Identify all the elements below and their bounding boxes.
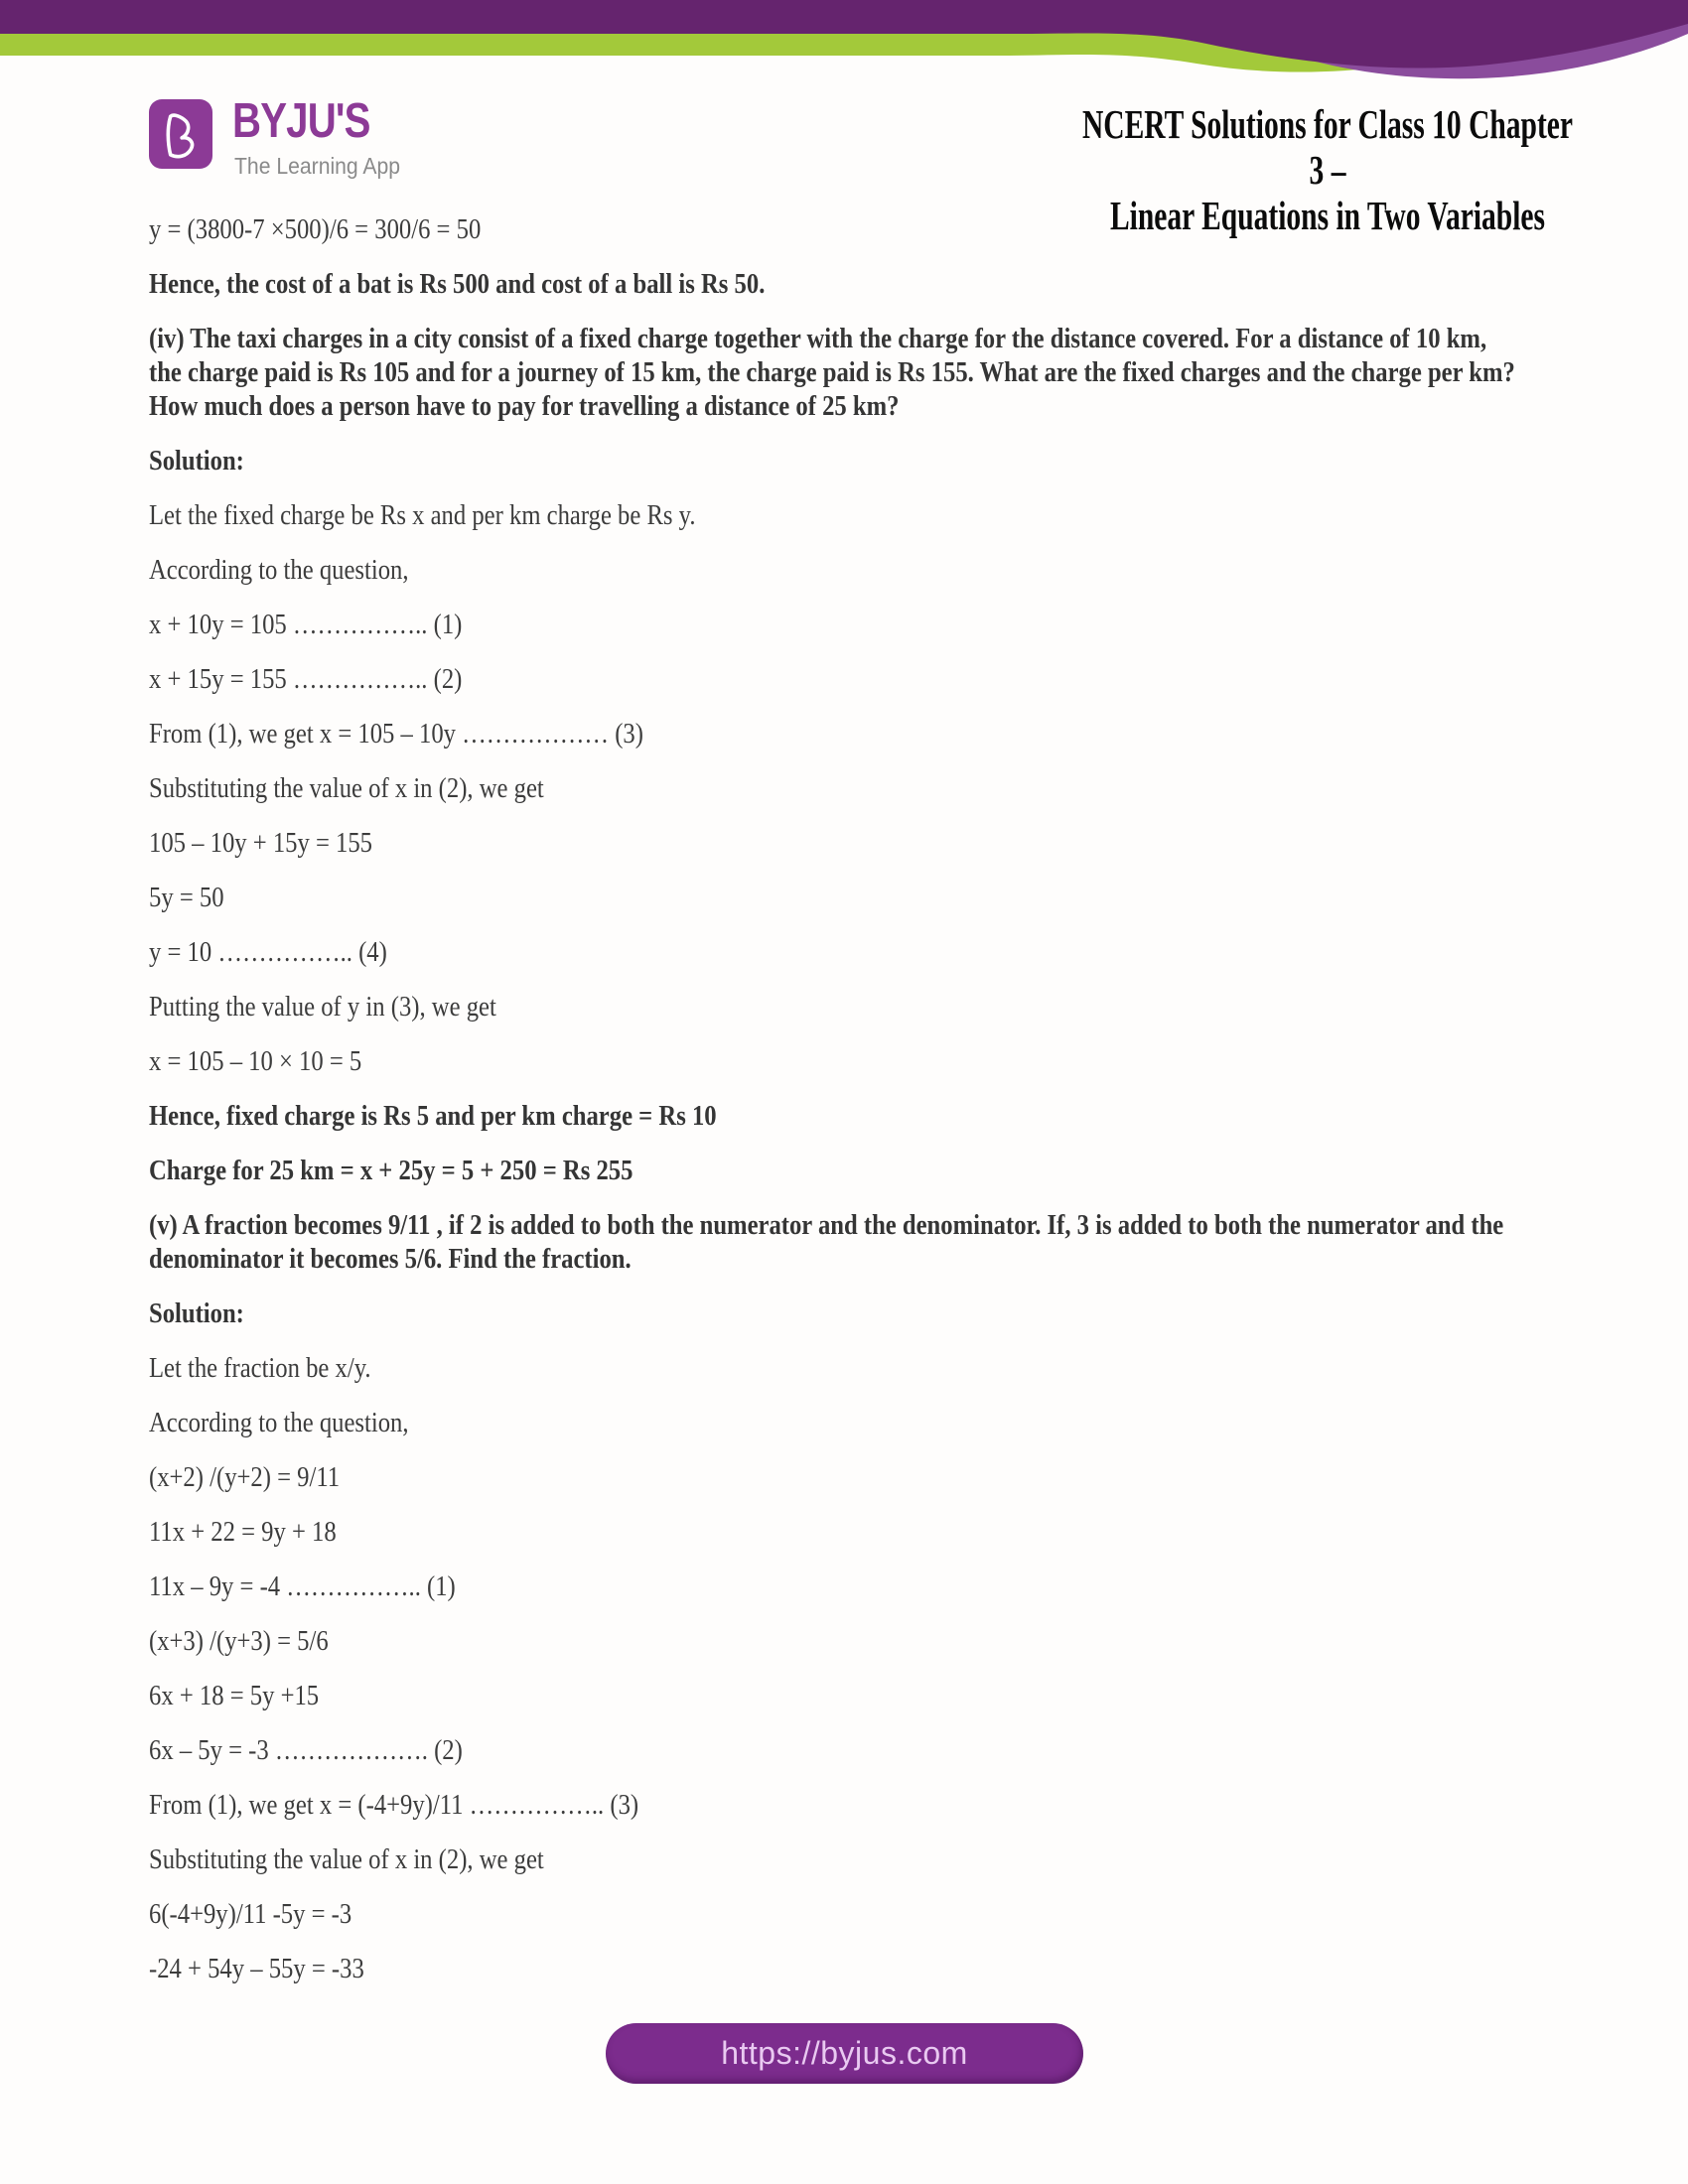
text-line: (iv) The taxi charges in a city consist of a fixed charge together with the charge for the distance covered. For a distance of 10 km, the charge paid is Rs 105 and for a journey of 15 km, the charge paid is Rs 155. What are the fixed charges and the charge per km? How much does a person have to pay for travelling a distance of 25 km? (149, 323, 1515, 422)
text-line: Hence, fixed charge is Rs 5 and per km charge = Rs 10 (149, 1100, 717, 1132)
text-line: x = 105 – 10 × 10 = 5 (149, 1045, 362, 1077)
text-line: y = (3800-7 ×500)/6 = 300/6 = 50 (149, 213, 482, 245)
text-line: Putting the value of y in (3), we get (149, 991, 496, 1023)
text-line: x + 15y = 155 …………….. (2) (149, 663, 463, 695)
page-title-line1: NCERT Solutions for Class 10 Chapter 3 – (1081, 101, 1574, 193)
text-line: 5y = 50 (149, 882, 224, 913)
page-title-line2: Linear Equations in Two Variables (1109, 193, 1546, 238)
byjus-url-button[interactable] (606, 2023, 1083, 2084)
text-line: Substituting the value of x in (2), we get (149, 772, 544, 804)
text-line: Let the fixed charge be Rs x and per km charge be Rs y. (149, 499, 696, 531)
text-line: 6(-4+9y)/11 -5y = -3 (149, 1898, 352, 1930)
text-line: y = 10 …………….. (4) (149, 936, 387, 968)
text-line: 6x – 5y = -3 ………………. (2) (149, 1734, 463, 1766)
byjus-logo (149, 94, 447, 189)
text-line: x + 10y = 105 …………….. (1) (149, 609, 463, 640)
text-line: -24 + 54y – 55y = -33 (149, 1953, 364, 1984)
text-line: (x+3) /(y+3) = 5/6 (149, 1625, 329, 1657)
text-line: From (1), we get x = (-4+9y)/11 …………….. (3) (149, 1789, 639, 1821)
text-line: (x+2) /(y+2) = 9/11 (149, 1461, 341, 1493)
text-line: (v) A fraction becomes 9/11 , if 2 is added to both the numerator and the denominator. If, 3 is added to both the numerator and the denominator it becomes 5/6. Find the fraction. (149, 1209, 1504, 1275)
text-line: According to the question, (149, 554, 409, 586)
byjus-tagline-text: The Learning App (234, 153, 401, 179)
text-line: Solution: (149, 1297, 244, 1329)
byjus-b-icon (149, 99, 212, 169)
text-line: According to the question, (149, 1407, 409, 1438)
text-line: Let the fraction be x/y. (149, 1352, 371, 1384)
text-line: 105 – 10y + 15y = 155 (149, 827, 373, 859)
text-line: From (1), we get x = 105 – 10y ……………… (3) (149, 718, 643, 750)
text-line: Substituting the value of x in (2), we get (149, 1843, 544, 1875)
text-line: 6x + 18 = 5y +15 (149, 1680, 320, 1711)
byjus-brand-text: BYJU'S (232, 94, 370, 148)
text-line: Hence, the cost of a bat is Rs 500 and cost of a ball is Rs 50. (149, 268, 766, 300)
byjus-url-label: https://byjus.com (721, 2035, 968, 2071)
text-line: Charge for 25 km = x + 25y = 5 + 250 = Rs 255 (149, 1155, 633, 1186)
text-line: 11x + 22 = 9y + 18 (149, 1516, 337, 1548)
text-line: Solution: (149, 445, 244, 477)
text-line: 11x – 9y = -4 …………….. (1) (149, 1570, 456, 1602)
document-body (149, 212, 1525, 2006)
